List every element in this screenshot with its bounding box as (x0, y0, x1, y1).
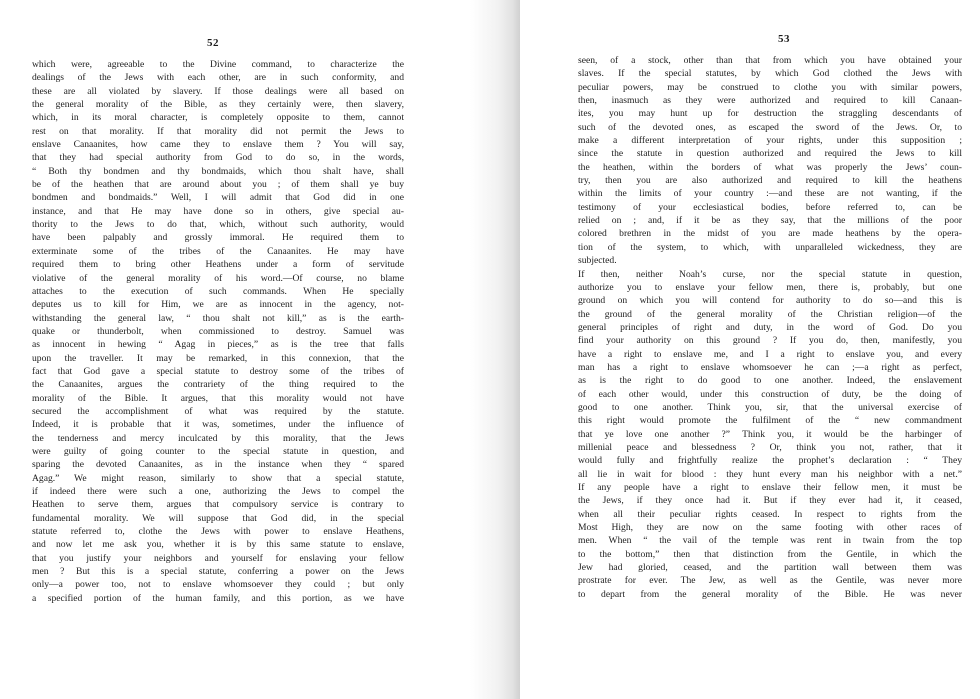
text-line: exterminate some of the tribes of the Canaanites. He may have (32, 245, 404, 257)
text-line: tion of the system, to which, with unparalleled wickedness, they are (578, 241, 962, 253)
text-line: testimony of your ecclesiastical bodies, before referred to, can be (578, 201, 962, 213)
text-line: the heathen, within the borders of what was properly the Jews’ coun- (578, 161, 962, 173)
text-line: relied on ; and, if it be as they say, that the millions of the poor (578, 215, 962, 227)
text-line: within the limits of your country :—and these are not wanting, if the (578, 188, 962, 200)
text-line: man has a right to enslave whomsoever he can ;—a right as perfect, (578, 361, 962, 373)
text-line: colored brethren in the midst of you are made heathens by the opera- (578, 228, 962, 240)
text-line: If any people have a right to enslave their fellow men, it must be (578, 482, 962, 493)
text-line: peculiar powers, may be construed to clothe you with similar powers, (578, 81, 962, 93)
text-line: required them to bring other Heathens under a form of servitude (32, 259, 404, 271)
text-line: would fully and frightfully realize the prophet’s declaration : “ They (578, 455, 962, 467)
text-line: statute referred to, clothe the Jews with power to enslave Heathens, (32, 526, 404, 538)
text-line: quake or thunderbolt, when commissioned to destroy. Samuel was (32, 325, 404, 337)
text-line: then, inasmuch as they were authorized and required to kill Canaan- (578, 95, 962, 107)
text-line: good to one another. Think you, sir, that the universal exercise of (578, 401, 962, 413)
text-line: deputes us to kill for Him, we are as innocent in the agency, not- (32, 299, 404, 311)
text-line: ground on which you will contend for authority to do so—and this is (578, 295, 962, 307)
text-line: only—a power too, not to enslave whomsoever they could ; but only (32, 579, 404, 591)
text-line: such of the devoted ones, as escaped the sword of the Jews. Or, to (578, 121, 962, 133)
text-line: authorize you to enslave your fellow men, there is, probably, but one (578, 281, 962, 293)
text-line: as is the right to do good to one another. Indeed, the enslavement (578, 375, 962, 387)
text-line: all lie in wait for blood : they hunt every man his neighbor with a net.” (578, 468, 962, 480)
text-line: since the statute in question authorized and required the Jews to kill (578, 148, 962, 160)
text-line: have been palpably and grossly immoral. He required them to (32, 232, 404, 244)
page-body-text (32, 58, 404, 605)
text-line: prostrate for ever. The Jew, as well as the Gentile, was never more (578, 575, 962, 587)
text-line: these are all violated by slavery. If those dealings were all based on (32, 85, 404, 97)
text-line: that they had special authority from God to do so, in the words, (32, 152, 404, 164)
text-line: If then, neither Noah’s curse, nor the special statute in question, (578, 268, 962, 280)
text-line: men ? But this is a special statute, conferring a power on the Jews (32, 566, 404, 578)
text-line: Jew had gloried, ceased, and the partition wall between them was (578, 562, 962, 574)
text-line: violative of the general morality of his word.—Of course, no blame (32, 272, 404, 284)
text-line: sparing the devoted Canaanites, as in the instance when they “ spared (32, 459, 404, 471)
text-line: ites, you may hunt up for destruction the straggling descendants of (578, 108, 962, 120)
left-page (0, 0, 470, 699)
text-line: that you justify your neighbors and yourself for enslaving your fellow (32, 552, 404, 564)
text-line: find your authority on this ground ? If you do, then, manifestly, you (578, 335, 962, 347)
text-line: the Jews, if they once had it. But if they ever had it, it ceased, (578, 495, 962, 507)
text-line: of each other would, under this construction of duty, be the doing of (578, 388, 962, 400)
text-line: as innocent in hewing “ Agag in pieces,” as is the tree that falls (32, 339, 404, 351)
text-line: morality of the Bible. It argues, that this morality would not have (32, 392, 404, 404)
text-line: bondmen and bondmaids.” Well, I will admit that God did in one (32, 192, 404, 204)
text-line: withstanding the general law, “ thou shalt not kill,” as is the earth- (32, 312, 404, 324)
text-line: the Canaanites, argues the contrariety of the thing required to the (32, 379, 404, 391)
text-line: slaves. If the special statutes, by which God clothed the Jews with (578, 68, 962, 80)
text-line: men. When “ the vail of the temple was rent in twain from the top (578, 535, 962, 547)
text-line: fundamental morality. We will suppose that God did, in the special (32, 512, 404, 524)
text-line: Agag.” We might reason, similarly to show that a special statute, (32, 472, 404, 484)
text-line: dealings of the Jews with each other, are in such conformity, and (32, 72, 404, 84)
text-line: the general morality of the Bible, as they certainly were, then slavery, (32, 99, 404, 111)
text-line: rest on that morality. If that morality did not permit the Jews to (32, 125, 404, 137)
book-gutter (470, 0, 520, 699)
text-line: fact that God gave a special statute to destroy some of the tribes of (32, 365, 404, 377)
text-line: this right would promote the fulfilment of the “ new commandment (578, 415, 962, 427)
text-line: general principles of right and duty, in the word of God. Do you (578, 321, 962, 333)
text-line: millenial peace and blessedness ? Or, think you not, rather, that it (578, 441, 962, 453)
text-line: which were, agreeable to the Divine command, to characterize the (32, 59, 404, 70)
text-line: instance, and that He may have done so in others, give special au- (32, 205, 404, 217)
text-line: if indeed there were such a one, authorizing the Jews to compel the (32, 486, 404, 497)
text-line: which, in its moral character, is completely opposite to them, cannot (32, 112, 404, 124)
text-line: seen, of a stock, other than that from which you have obtained your (578, 55, 962, 66)
text-line: Most High, they are now on the same footing with other races of (578, 522, 962, 534)
text-line: Indeed, it is probable that it was, sometimes, under the influence of (32, 419, 404, 431)
text-line: a specified portion of the human family, and this portion, as we have (32, 592, 404, 604)
text-line: enslave Canaanites, how came they to enslave them ? You will say, (32, 139, 404, 151)
text-line: try, then you are also authorized and required to kill the heathens (578, 175, 962, 187)
text-line: were guilty of going counter to the special statute in question, and (32, 445, 404, 457)
text-line: to the bottom,” then that distinction from the Gentile, in which the (578, 548, 962, 560)
text-line: when all their peculiar rights ceased. In respect to rights from the (578, 508, 962, 520)
text-line: secured the accomplishment of what was required by the statute. (32, 405, 404, 417)
text-line: be of the heathen that are around about you ; of them shall ye buy (32, 179, 404, 191)
text-line: thority to the Jews to do that, which, without such authority, would (32, 219, 404, 231)
text-line: to depart from the general morality of the Bible. He was never (578, 588, 962, 600)
text-line: that ye love one another ?” Think you, it would be the harbinger of (578, 428, 962, 440)
text-line: attaches to the execution of such commands. When He specially (32, 285, 404, 297)
text-line: upon the traveller. It may be remarked, in this connexion, that the (32, 352, 404, 364)
page-number: 52 (207, 37, 219, 49)
right-page (520, 0, 980, 699)
text-line: “ Both thy bondmen and thy bondmaids, which thou shalt have, shall (32, 165, 404, 177)
page-body-text (578, 54, 962, 601)
text-line: the tenderness and mercy inculcated by this morality, that the Jews (32, 432, 404, 444)
page-number: 53 (778, 33, 790, 45)
text-line: make a different interpretation of your rights, under this supposition ; (578, 135, 962, 147)
text-line: the ground of the general morality of the Christian religion—of the (578, 308, 962, 320)
text-line: subjected. (578, 255, 617, 267)
text-line: have a right to enslave me, and I a right to enslave you, and every (578, 348, 962, 360)
text-line: Heathen to serve them, argues that compulsory service is contrary to (32, 499, 404, 511)
text-line: and now let me ask you, whether it is by this same statute to enslave, (32, 539, 404, 551)
